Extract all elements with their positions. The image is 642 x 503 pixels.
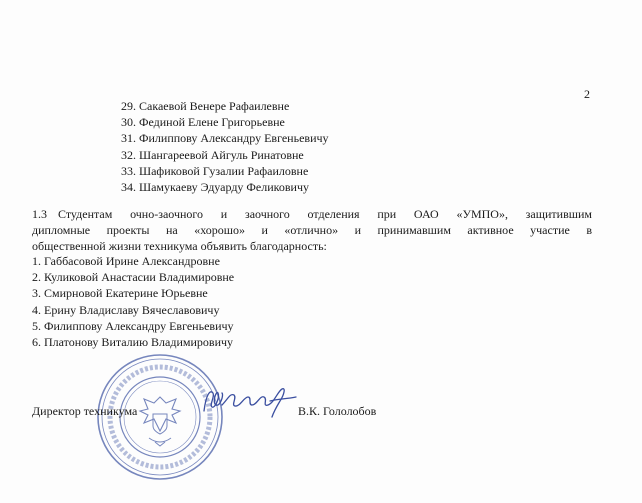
paragraph-line: дипломные проекты на «хорошо» и «отлично» и принимавшим активное участие в [32, 223, 592, 237]
paragraph-text: Студентам очно-заочного и заочного отделения при ОАО «УМПО», защитившим [58, 207, 592, 221]
gratitude-list [32, 253, 234, 350]
list-item: 30. Фединой Елене Григорьевне [121, 115, 285, 130]
list-item: 3. Смирновой Екатерине Юрьевне [32, 286, 208, 301]
list-item: 2. Куликовой Анастасии Владимировне [32, 270, 235, 285]
page-number: 2 [584, 87, 590, 101]
director-title: Директор техникума [32, 404, 138, 418]
list-item: 31. Филиппову Александру Евгеньевичу [121, 131, 329, 146]
student-list-continued [121, 98, 329, 195]
paragraph-line: общественной жизни техникума объявить благодарность: [32, 239, 327, 253]
paragraph-number: 1.3 [32, 207, 47, 221]
director-name: В.К. Гололобов [298, 404, 377, 418]
list-item: 33. Шафиковой Гузалии Рафаиловне [121, 163, 309, 178]
list-item: 34. Шамукаеву Эдуарду Феликовичу [121, 180, 309, 195]
director-signature [200, 381, 300, 421]
list-item: 32. Шангареевой Айгуль Ринатовне [121, 147, 304, 162]
list-item: 29. Сакаевой Венере Рафаилевне [121, 99, 290, 113]
list-item: 4. Ерину Владиславу Вячеславовичу [32, 302, 220, 317]
list-item: 5. Филиппову Александру Евгеньевичу [32, 318, 234, 333]
paragraph-1-3 [32, 206, 592, 254]
list-item: 6. Платонову Виталию Владимировичу [32, 335, 234, 350]
list-item: 1. Габбасовой Ирине Александровне [32, 254, 220, 268]
paragraph-line [32, 206, 592, 222]
